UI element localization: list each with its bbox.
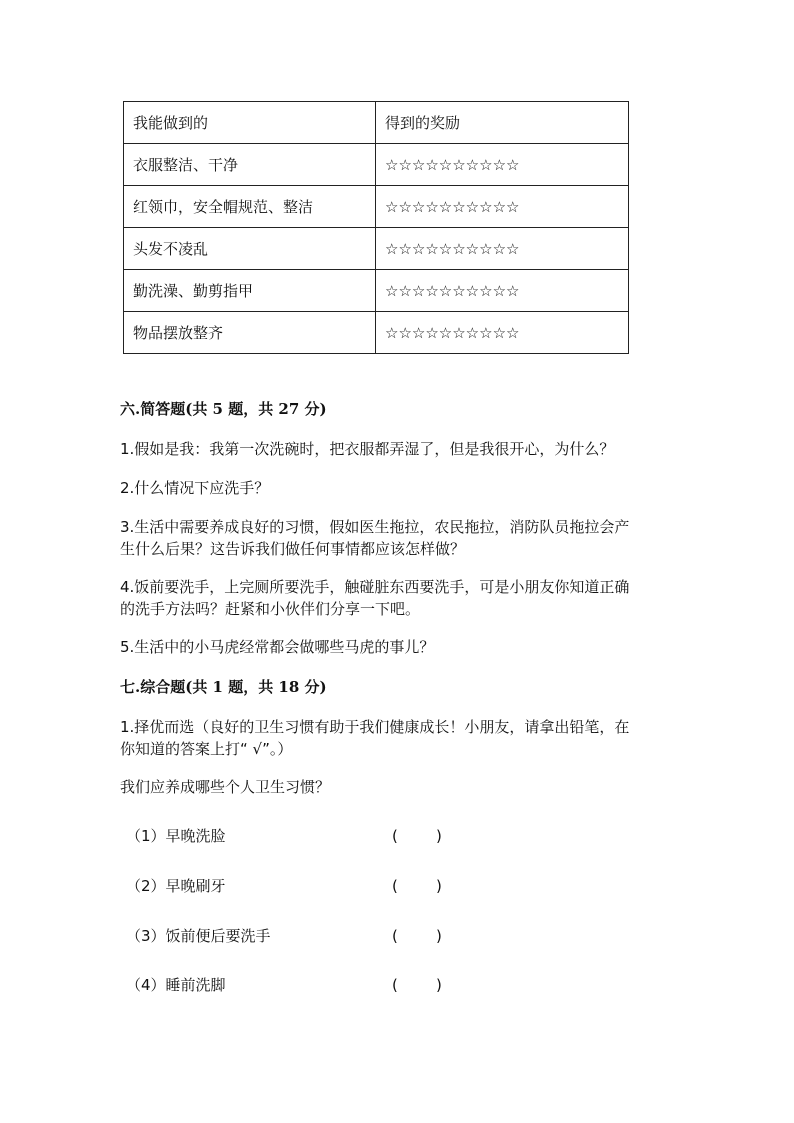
question-text: 3.生活中需要养成良好的习惯，假如医生拖拉，农民拖拉，消防队员拖拉会产	[120, 518, 630, 536]
question-text: 2.什么情况下应洗手？	[120, 479, 270, 497]
table-cell-item: 衣服整洁、干净	[124, 144, 376, 186]
table-header-row	[124, 102, 629, 144]
option-label: （1）早晚洗脸	[126, 827, 226, 845]
question-text: 4.饭前要洗手，上完厕所要洗手，触碰脏东西要洗手，可是小朋友你知道正确	[120, 578, 630, 596]
table-row	[124, 228, 629, 270]
option-label: （2）早晚刷牙	[126, 877, 226, 895]
answer-blank[interactable]: ( )	[392, 877, 442, 895]
star-rating[interactable]: ☆☆☆☆☆☆☆☆☆☆	[376, 144, 629, 186]
table-cell-item: 勤洗澡、勤剪指甲	[124, 270, 376, 312]
question-text: 1.假如是我：我第一次洗碗时，把衣服都弄湿了，但是我很开心，为什么？	[120, 440, 615, 458]
table-cell-item: 头发不凌乱	[124, 228, 376, 270]
table-header-ability: 我能做到的	[124, 102, 376, 144]
question-text: 5.生活中的小马虎经常都会做哪些马虎的事儿？	[120, 638, 435, 656]
question-text-continued: 生什么后果？这告诉我们做任何事情都应该怎样做？	[120, 540, 466, 558]
table-cell-item: 红领巾，安全帽规范、整洁	[124, 186, 376, 228]
answer-blank[interactable]: ( )	[392, 976, 442, 994]
question-text-continued: 的洗手方法吗？赶紧和小伙伴们分享一下吧。	[120, 600, 421, 618]
question-prompt: 我们应养成哪些个人卫生习惯？	[120, 778, 331, 796]
star-rating[interactable]: ☆☆☆☆☆☆☆☆☆☆	[376, 312, 629, 354]
section-seven-heading: 七.综合题(共 1 题，共 18 分)	[120, 678, 327, 696]
question-text-continued: 你知道的答案上打“ √”。）	[120, 740, 293, 758]
star-rating[interactable]: ☆☆☆☆☆☆☆☆☆☆	[376, 270, 629, 312]
table-row	[124, 270, 629, 312]
star-rating[interactable]: ☆☆☆☆☆☆☆☆☆☆	[376, 186, 629, 228]
table-row	[124, 312, 629, 354]
table-header-reward: 得到的奖励	[376, 102, 629, 144]
section-six-heading: 六.简答题(共 5 题，共 27 分)	[120, 400, 327, 418]
answer-blank[interactable]: ( )	[392, 927, 442, 945]
table-row	[124, 186, 629, 228]
question-text: 1.择优而选（良好的卫生习惯有助于我们健康成长！小朋友，请拿出铅笔，在	[120, 718, 630, 736]
star-rating[interactable]: ☆☆☆☆☆☆☆☆☆☆	[376, 228, 629, 270]
reward-table	[123, 101, 629, 354]
table-cell-item: 物品摆放整齐	[124, 312, 376, 354]
option-label: （3）饭前便后要洗手	[126, 927, 271, 945]
table-row	[124, 144, 629, 186]
answer-blank[interactable]: ( )	[392, 827, 442, 845]
option-label: （4）睡前洗脚	[126, 976, 226, 994]
